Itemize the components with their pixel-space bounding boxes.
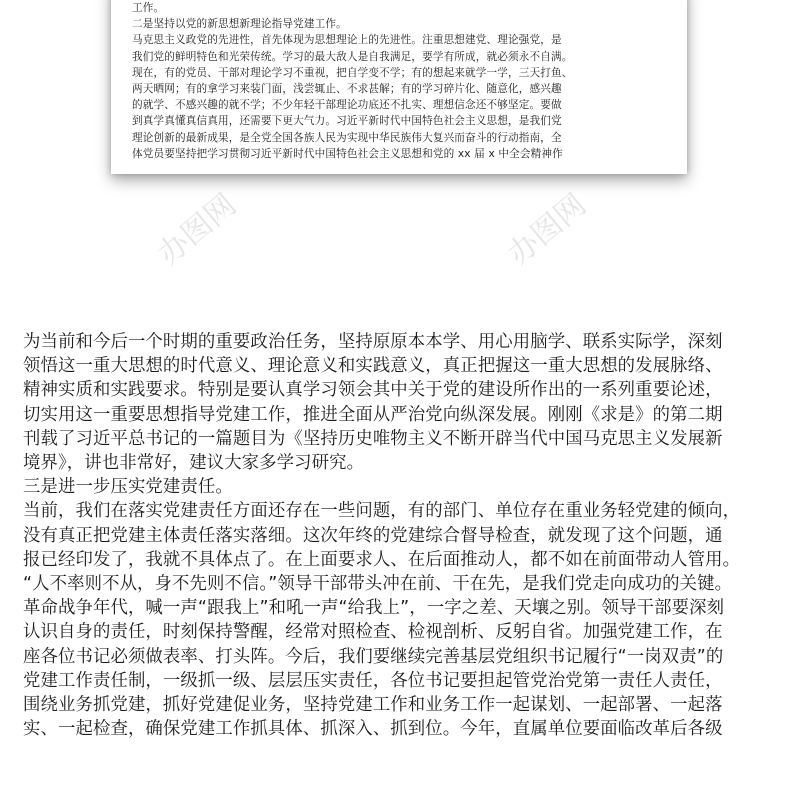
body-line: 境界》，讲也非常好，建议大家多学习研究。 xyxy=(23,453,365,474)
body-line: 认识自身的责任，时刻保持警醒，经常对照检查、检视剖析、反躬自省。加强党建工作，在 xyxy=(23,622,723,643)
body-line: 党建工作责任制，一级抓一级、层层压实责任，各位书记要担起管党治党第一责任人责任， xyxy=(23,670,723,691)
preview-card-text xyxy=(132,0,675,162)
preview-line: 理论创新的最新成果，是全党全国各族人民为实现中华民族伟大复兴而奋斗的行动指南，全 xyxy=(132,131,562,144)
body-line: 革命战争年代，喊一声“跟我上”和吼一声“给我上”，一字之差、天壤之别。领导干部要深刻 xyxy=(23,598,725,619)
preview-line: 二是坚持以党的新思想新理论指导党建工作。 xyxy=(132,18,347,31)
preview-line: 两天晒网；有的拿学习来装门面，浅尝辄止、不求甚解；有的学习碎片化、随意化，感兴趣 xyxy=(132,83,562,96)
body-line: “人不率则不从，身不先则不信。”领导干部带头冲在前、干在先，是我们党走向成功的关键。 xyxy=(23,574,733,595)
body-line: 当前，我们在落实党建责任方面还存在一些问题，有的部门、单位存在重业务轻党建的倾向， xyxy=(23,501,741,522)
preview-line: 我们党的鲜明特色和光荣传统。学习的最大敌人是自我满足，要学有所成，就必须永不自满。 xyxy=(132,50,573,63)
body-line: 没有真正把党建主体责任落实落细。这次年终的党建综合督导检查，就发现了这个问题，通 xyxy=(23,525,723,546)
body-line: 围绕业务抓党建，抓好党建促业务，坚持党建工作和业务工作一起谋划、一起部署、一起落 xyxy=(23,695,723,716)
body-line: 领悟这一重大思想的时代意义、理论意义和实践意义，真正把握这一重大思想的发展脉络、 xyxy=(23,356,723,377)
preview-line: 的就学、不感兴趣的就不学；不少年轻干部理论功底还不扎实、理想信念还不够坚定。要做 xyxy=(132,99,562,112)
body-line: 精神实质和实践要求。特别是要认真学习领会其中关于党的建设所作出的一系列重要论述， xyxy=(23,380,723,401)
document-body xyxy=(23,330,783,741)
body-line: 报已经印发了，我就不具体点了。在上面要求人、在后面推动人，都不如在前面带动人管用。 xyxy=(23,549,741,570)
body-line: 实、一起检查，确保党建工作抓具体、抓深入、抓到位。今年，直属单位要面临改革后各级 xyxy=(23,719,723,740)
body-line: 切实用这一重要思想指导党建工作，推进全面从严治党向纵深发展。刚刚《求是》的第二期 xyxy=(23,404,723,425)
preview-line: 现在，有的党员、干部对理论学习不重视，把自学变不学；有的想起来就学一学，三天打鱼、 xyxy=(132,66,573,79)
preview-line: 到真学真懂真信真用，还需要下更大气力。习近平新时代中国特色社会主义思想，是我们党 xyxy=(132,115,562,128)
watermark: 办图网 xyxy=(501,187,593,273)
document-preview-card xyxy=(111,0,687,174)
preview-line: 马克思主义政党的先进性，首先体现为思想理论上的先进性。注重思想建党、理论强党，是 xyxy=(132,34,562,47)
body-line: 座各位书记必须做表率、打头阵。今后，我们要继续完善基层党组织书记履行“一岗双责”的 xyxy=(23,646,724,667)
watermark: 办图网 xyxy=(151,187,243,273)
body-line: 刊载了习近平总书记的一篇题目为《坚持历史唯物主义不断开辟当代中国马克思主义发展新 xyxy=(23,428,723,449)
body-line: 为当前和今后一个时期的重要政治任务，坚持原原本本学、用心用脑学、联系实际学，深刻 xyxy=(23,332,723,352)
preview-line: 工作。 xyxy=(132,2,165,14)
section-heading: 三是进一步压实党建责任。 xyxy=(23,477,233,498)
preview-line: 体党员要坚持把学习贯彻习近平新时代中国特色社会主义思想和党的 xx 届 x 中全会精神作 xyxy=(132,147,563,160)
